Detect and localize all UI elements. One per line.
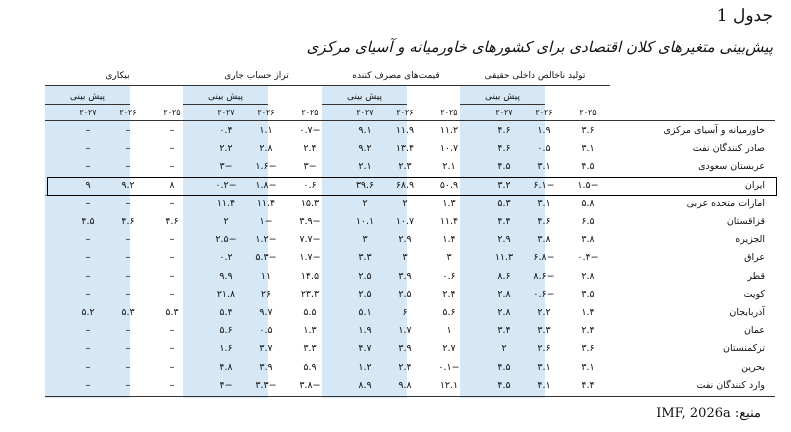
table-cell: ۱.۹ <box>358 325 372 337</box>
table-cell: – <box>85 161 91 173</box>
table-cell: ۴.۴ <box>497 216 511 227</box>
group-header-1: تولید ناخالص داخلی حقیقی <box>484 71 586 81</box>
table-cell: – <box>169 270 175 282</box>
table-row <box>0 340 791 358</box>
table-cell: ۴.۴ <box>581 379 595 391</box>
table-cell: ۳.۹ <box>398 343 412 355</box>
row-label: آذربایجان <box>729 307 765 318</box>
table-cell: ۵.۵ <box>303 307 317 318</box>
table-cell: ۱.۹ <box>537 125 551 136</box>
table-cell: −۱.۲ <box>255 234 277 246</box>
projection-label: پیش بینی <box>70 92 105 102</box>
table-cell: ۳.۱ <box>537 361 551 373</box>
table-cell: ۲.۵ <box>358 270 372 282</box>
table-cell: −۳.۳ <box>255 379 277 391</box>
table-cell: – <box>85 125 91 136</box>
table-cell: ۴.۵ <box>81 216 95 227</box>
table-cell: ۱۱.۹ <box>395 125 415 136</box>
table-cell: ۰.۵ <box>537 143 551 155</box>
table-cell: ۱۱ <box>260 270 272 282</box>
table-cell: ۲.۲ <box>219 143 233 155</box>
table-cell: ۳ <box>402 252 408 264</box>
table-cell: ۲.۵ <box>358 288 372 300</box>
table-cell: – <box>169 161 175 173</box>
table-cell: ۱۱.۴ <box>439 216 459 227</box>
year-header: ۲۰۲۷ <box>217 108 235 117</box>
table-cell: – <box>85 197 91 209</box>
table-cell: ۰.۴ <box>219 125 233 136</box>
table-cell: – <box>169 197 175 209</box>
table-cell: ۵.۴ <box>219 307 233 318</box>
table-cell: ۴.۶ <box>497 125 511 136</box>
table-cell: ۴.۵ <box>497 161 511 173</box>
row-label: ایران <box>744 179 765 191</box>
highlight-row-box <box>47 177 777 196</box>
table-cell: ۳.۲ <box>497 179 511 191</box>
table-cell: ۹.۱ <box>358 125 372 136</box>
table-row <box>0 249 791 267</box>
table-cell: ۴.۷ <box>358 343 372 355</box>
table-cell: ۱۱.۳ <box>494 252 514 264</box>
table-cell: ۱۵.۳ <box>300 197 320 209</box>
row-label: الجزیره <box>735 234 765 246</box>
table-cell: −۳.۹ <box>299 216 321 227</box>
table-cell: ۴.۵ <box>497 379 511 391</box>
table-cell: ۵.۱ <box>358 307 372 318</box>
table-row <box>0 195 791 213</box>
table-cell: – <box>85 270 91 282</box>
table-cell: −۴ <box>219 379 233 391</box>
group-rule <box>45 85 190 86</box>
table-cell: ۹.۲ <box>358 143 372 155</box>
table-cell: ۱.۳ <box>303 325 317 337</box>
table-cell: ۳.۳ <box>358 252 372 264</box>
row-label: امارات متحده عربی <box>686 197 765 209</box>
table-cell: ۲.۶ <box>537 343 551 355</box>
group-rule <box>183 85 330 86</box>
table-cell: – <box>125 197 131 209</box>
table-row <box>0 359 791 377</box>
projection-label: پیش بینی <box>347 92 382 102</box>
table-cell: – <box>169 125 175 136</box>
table-cell: ۲ <box>362 197 368 209</box>
table-cell: ۱۱.۲ <box>439 125 459 136</box>
table-cell: ۹.۹ <box>219 270 233 282</box>
group-header-3: تراز حساب جاری <box>224 71 289 81</box>
row-label: صادر کنندگان نفت <box>692 143 765 155</box>
table-cell: ۴.۸ <box>219 361 233 373</box>
table-title: جدول 1 <box>716 6 773 26</box>
table-row <box>0 304 791 322</box>
table-cell: ۲.۱ <box>358 161 372 173</box>
projection-rule <box>322 104 407 105</box>
year-header: ۲۰۲۷ <box>495 108 513 117</box>
table-cell: ۲.۴ <box>581 325 595 337</box>
table-cell: – <box>85 252 91 264</box>
table-cell: ۳.۱ <box>581 143 595 155</box>
row-label: قطر <box>747 270 765 282</box>
table-cell: ۳.۹ <box>398 270 412 282</box>
table-row <box>0 286 791 304</box>
year-header: ۲۰۲۵ <box>301 108 319 117</box>
table-cell: ۶۸.۹ <box>395 179 415 191</box>
table-cell: ۱.۳ <box>442 197 456 209</box>
table-cell: – <box>85 379 91 391</box>
row-label: وارد کنندگان نفت <box>696 379 765 391</box>
table-cell: ۳.۸ <box>581 234 595 246</box>
table-cell: ۲.۲ <box>537 307 551 318</box>
table-cell: ۱۱.۴ <box>216 197 236 209</box>
table-cell: – <box>125 234 131 246</box>
table-cell: ۵.۲ <box>81 307 95 318</box>
table-cell: – <box>85 325 91 337</box>
table-cell: −۲.۵ <box>215 234 237 246</box>
year-header: ۲۰۲۶ <box>119 108 137 117</box>
table-cell: ۱۰.۷ <box>439 143 459 155</box>
row-label: عمان <box>743 325 765 337</box>
table-cell: −۰.۷ <box>299 125 321 136</box>
row-label: بحرین <box>741 361 765 373</box>
table-cell: ۲.۸ <box>581 270 595 282</box>
table-cell: ۳.۶ <box>581 125 595 136</box>
table-row <box>0 140 791 158</box>
table-cell: ۳.۳ <box>537 325 551 337</box>
table-cell: ۲.۱ <box>442 161 456 173</box>
table-cell: ۵.۳ <box>121 307 135 318</box>
table-cell: – <box>85 343 91 355</box>
table-cell: ۰.۶ <box>303 179 317 191</box>
table-cell: ۱.۴ <box>442 234 456 246</box>
row-label: کویت <box>743 288 765 300</box>
table-cell: ۶.۵ <box>581 216 595 227</box>
table-cell: ۳ <box>362 234 368 246</box>
table-cell: ۲.۸ <box>497 307 511 318</box>
table-cell: ۵.۳ <box>165 307 179 318</box>
row-label: عراق <box>744 252 765 264</box>
table-cell: ۳.۶ <box>581 343 595 355</box>
table-cell: −۰.۴ <box>577 252 599 264</box>
table-cell: −۳ <box>219 161 233 173</box>
projection-rule <box>183 104 268 105</box>
table-cell: ۲.۴ <box>303 143 317 155</box>
table-cell: ۴.۶ <box>121 216 135 227</box>
table-cell: ۱.۷ <box>398 325 412 337</box>
table-subtitle: پیش‌بینی متغیرهای کلان اقتصادی برای کشورهای خاورمیانه و آسیای مرکزی <box>306 38 773 56</box>
table-cell: ۳.۸ <box>537 234 551 246</box>
table-cell: −۱.۷ <box>299 252 321 264</box>
table-cell: – <box>125 161 131 173</box>
table-cell: ۱۲.۱ <box>439 379 459 391</box>
table-cell: ۲۶ <box>260 288 272 300</box>
table-cell: ۳.۳ <box>303 343 317 355</box>
table-cell: – <box>85 361 91 373</box>
table-cell: ۶ <box>402 307 408 318</box>
table-cell: – <box>125 325 131 337</box>
table-cell: ۵.۸ <box>581 197 595 209</box>
group-rule <box>460 85 610 86</box>
table-cell: ۵۰.۹ <box>439 179 459 191</box>
table-cell: ۹.۸ <box>398 379 412 391</box>
table-cell: – <box>125 288 131 300</box>
table-row <box>0 377 791 395</box>
table-cell: −۶.۸ <box>533 252 555 264</box>
projection-rule <box>460 104 545 105</box>
table-cell: – <box>125 343 131 355</box>
table-cell: −۳ <box>303 161 317 173</box>
table-row <box>0 322 791 340</box>
table-cell: ۳.۵ <box>581 288 595 300</box>
table-cell: ۳.۴ <box>497 325 511 337</box>
year-header: ۲۰۲۵ <box>579 108 597 117</box>
projection-rule <box>45 104 130 105</box>
table-cell: ۳.۱ <box>537 197 551 209</box>
table-cell: ۳.۱ <box>537 161 551 173</box>
table-cell: – <box>169 288 175 300</box>
table-cell: – <box>125 143 131 155</box>
table-cell: – <box>125 270 131 282</box>
row-label: عربستان سعودی <box>698 161 765 173</box>
table-cell: −۱.۸ <box>255 179 277 191</box>
table-cell: – <box>85 288 91 300</box>
table-cell: ۱۳.۴ <box>395 143 415 155</box>
table-cell: −۰.۶ <box>533 288 555 300</box>
table-cell: ۲۱.۸ <box>216 288 236 300</box>
table-cell: ۸.۶ <box>497 270 511 282</box>
projection-label: پیش بینی <box>208 92 243 102</box>
table-bottom-rule <box>45 396 775 397</box>
table-cell: ۴.۶ <box>165 216 179 227</box>
table-cell: ۱.۱ <box>259 125 273 136</box>
table-cell: ۵.۳ <box>497 197 511 209</box>
table-cell: ۲.۸ <box>497 288 511 300</box>
group-header-4: بیکاری <box>105 71 130 81</box>
table-cell: ۲.۸ <box>259 143 273 155</box>
table-cell: ۲ <box>402 197 408 209</box>
table-cell: ۴.۶ <box>537 216 551 227</box>
table-cell: −۱ <box>259 216 273 227</box>
table-cell: – <box>169 343 175 355</box>
table-cell: ۰.۶ <box>442 270 456 282</box>
table-cell: ۱۰.۷ <box>395 216 415 227</box>
table-cell: −۰.۱ <box>438 361 460 373</box>
table-cell: ۲۳.۳ <box>300 288 320 300</box>
table-cell: ۰.۵ <box>259 325 273 337</box>
table-row <box>0 231 791 249</box>
group-header-2: قیمت‌های مصرف کننده <box>352 71 440 81</box>
table-cell: ۴.۵ <box>581 161 595 173</box>
table-cell: – <box>169 379 175 391</box>
table-cell: −۱.۵ <box>577 179 599 191</box>
table-cell: – <box>85 143 91 155</box>
table-cell: ۹.۷ <box>259 307 273 318</box>
table-cell: ۱۴.۵ <box>300 270 320 282</box>
table-cell: – <box>125 379 131 391</box>
table-cell: ۲.۹ <box>497 234 511 246</box>
table-cell: ۲ <box>223 216 229 227</box>
table-cell: ۸.۹ <box>358 379 372 391</box>
table-cell: ۲.۴ <box>442 288 456 300</box>
table-row <box>0 268 791 286</box>
year-header: ۲۰۲۶ <box>257 108 275 117</box>
table-cell: – <box>169 325 175 337</box>
row-label: قزاقستان <box>726 216 765 227</box>
table-cell: ۹.۲ <box>121 179 135 191</box>
table-cell: ۱.۴ <box>581 307 595 318</box>
table-cell: ۳.۹ <box>259 361 273 373</box>
row-label: ترکمنستان <box>723 343 765 355</box>
table-cell: −۱.۶ <box>255 161 277 173</box>
table-cell: ۴.۶ <box>497 143 511 155</box>
table-cell: – <box>125 252 131 264</box>
table-cell: ۴.۱ <box>537 379 551 391</box>
table-cell: −۷.۷ <box>299 234 321 246</box>
year-header: ۲۰۲۶ <box>396 108 414 117</box>
table-cell: – <box>125 361 131 373</box>
year-header: ۲۰۲۶ <box>535 108 553 117</box>
table-cell: ۲.۴ <box>398 361 412 373</box>
table-cell: ۵.۶ <box>219 325 233 337</box>
table-cell: – <box>169 252 175 264</box>
table-cell: ۱۰.۱ <box>355 216 375 227</box>
table-cell: – <box>169 234 175 246</box>
table-cell: – <box>125 125 131 136</box>
table-cell: ۳.۷ <box>259 343 273 355</box>
table-cell: ۳۹.۶ <box>355 179 375 191</box>
table-cell: ۳.۱ <box>581 361 595 373</box>
table-cell: ۹ <box>85 179 91 191</box>
projection-label: پیش بینی <box>485 92 520 102</box>
table-row <box>0 213 791 231</box>
table-cell: −۰.۲ <box>215 179 237 191</box>
table-cell: – <box>85 234 91 246</box>
table-cell: −۳.۸ <box>299 379 321 391</box>
source-note: منبع: IMF, 2026a <box>656 406 761 421</box>
table-cell: ۱.۲ <box>358 361 372 373</box>
table-cell: ۲ <box>501 343 507 355</box>
year-header: ۲۰۲۵ <box>440 108 458 117</box>
header-rule <box>45 120 775 121</box>
table-cell: ۴.۵ <box>497 361 511 373</box>
table-cell: ۳ <box>446 252 452 264</box>
row-label: خاورمیانه و آسیای مرکزی <box>663 125 765 136</box>
table-cell: −۸.۶ <box>533 270 555 282</box>
table-cell: – <box>169 361 175 373</box>
table-cell: ۸ <box>169 179 175 191</box>
table-cell: ۱ <box>446 325 452 337</box>
table-cell: – <box>169 143 175 155</box>
table-cell: ۲.۷ <box>442 343 456 355</box>
year-header: ۲۰۲۵ <box>163 108 181 117</box>
table-cell: ۵.۹ <box>303 361 317 373</box>
table-cell: ۲.۵ <box>398 288 412 300</box>
table-row <box>0 158 791 176</box>
year-header: ۲۰۲۷ <box>79 108 97 117</box>
table-cell: ۰.۲ <box>219 252 233 264</box>
table-cell: ۵.۶ <box>442 307 456 318</box>
year-header: ۲۰۲۷ <box>356 108 374 117</box>
table-cell: ۲.۳ <box>398 161 412 173</box>
table-row <box>0 122 791 140</box>
table-cell: −۵.۳ <box>255 252 277 264</box>
table-cell: ۲.۹ <box>398 234 412 246</box>
group-rule <box>322 85 470 86</box>
table-cell: ۱.۶ <box>219 343 233 355</box>
table-cell: ۱۱.۴ <box>256 197 276 209</box>
table-cell: −۶.۱ <box>533 179 555 191</box>
